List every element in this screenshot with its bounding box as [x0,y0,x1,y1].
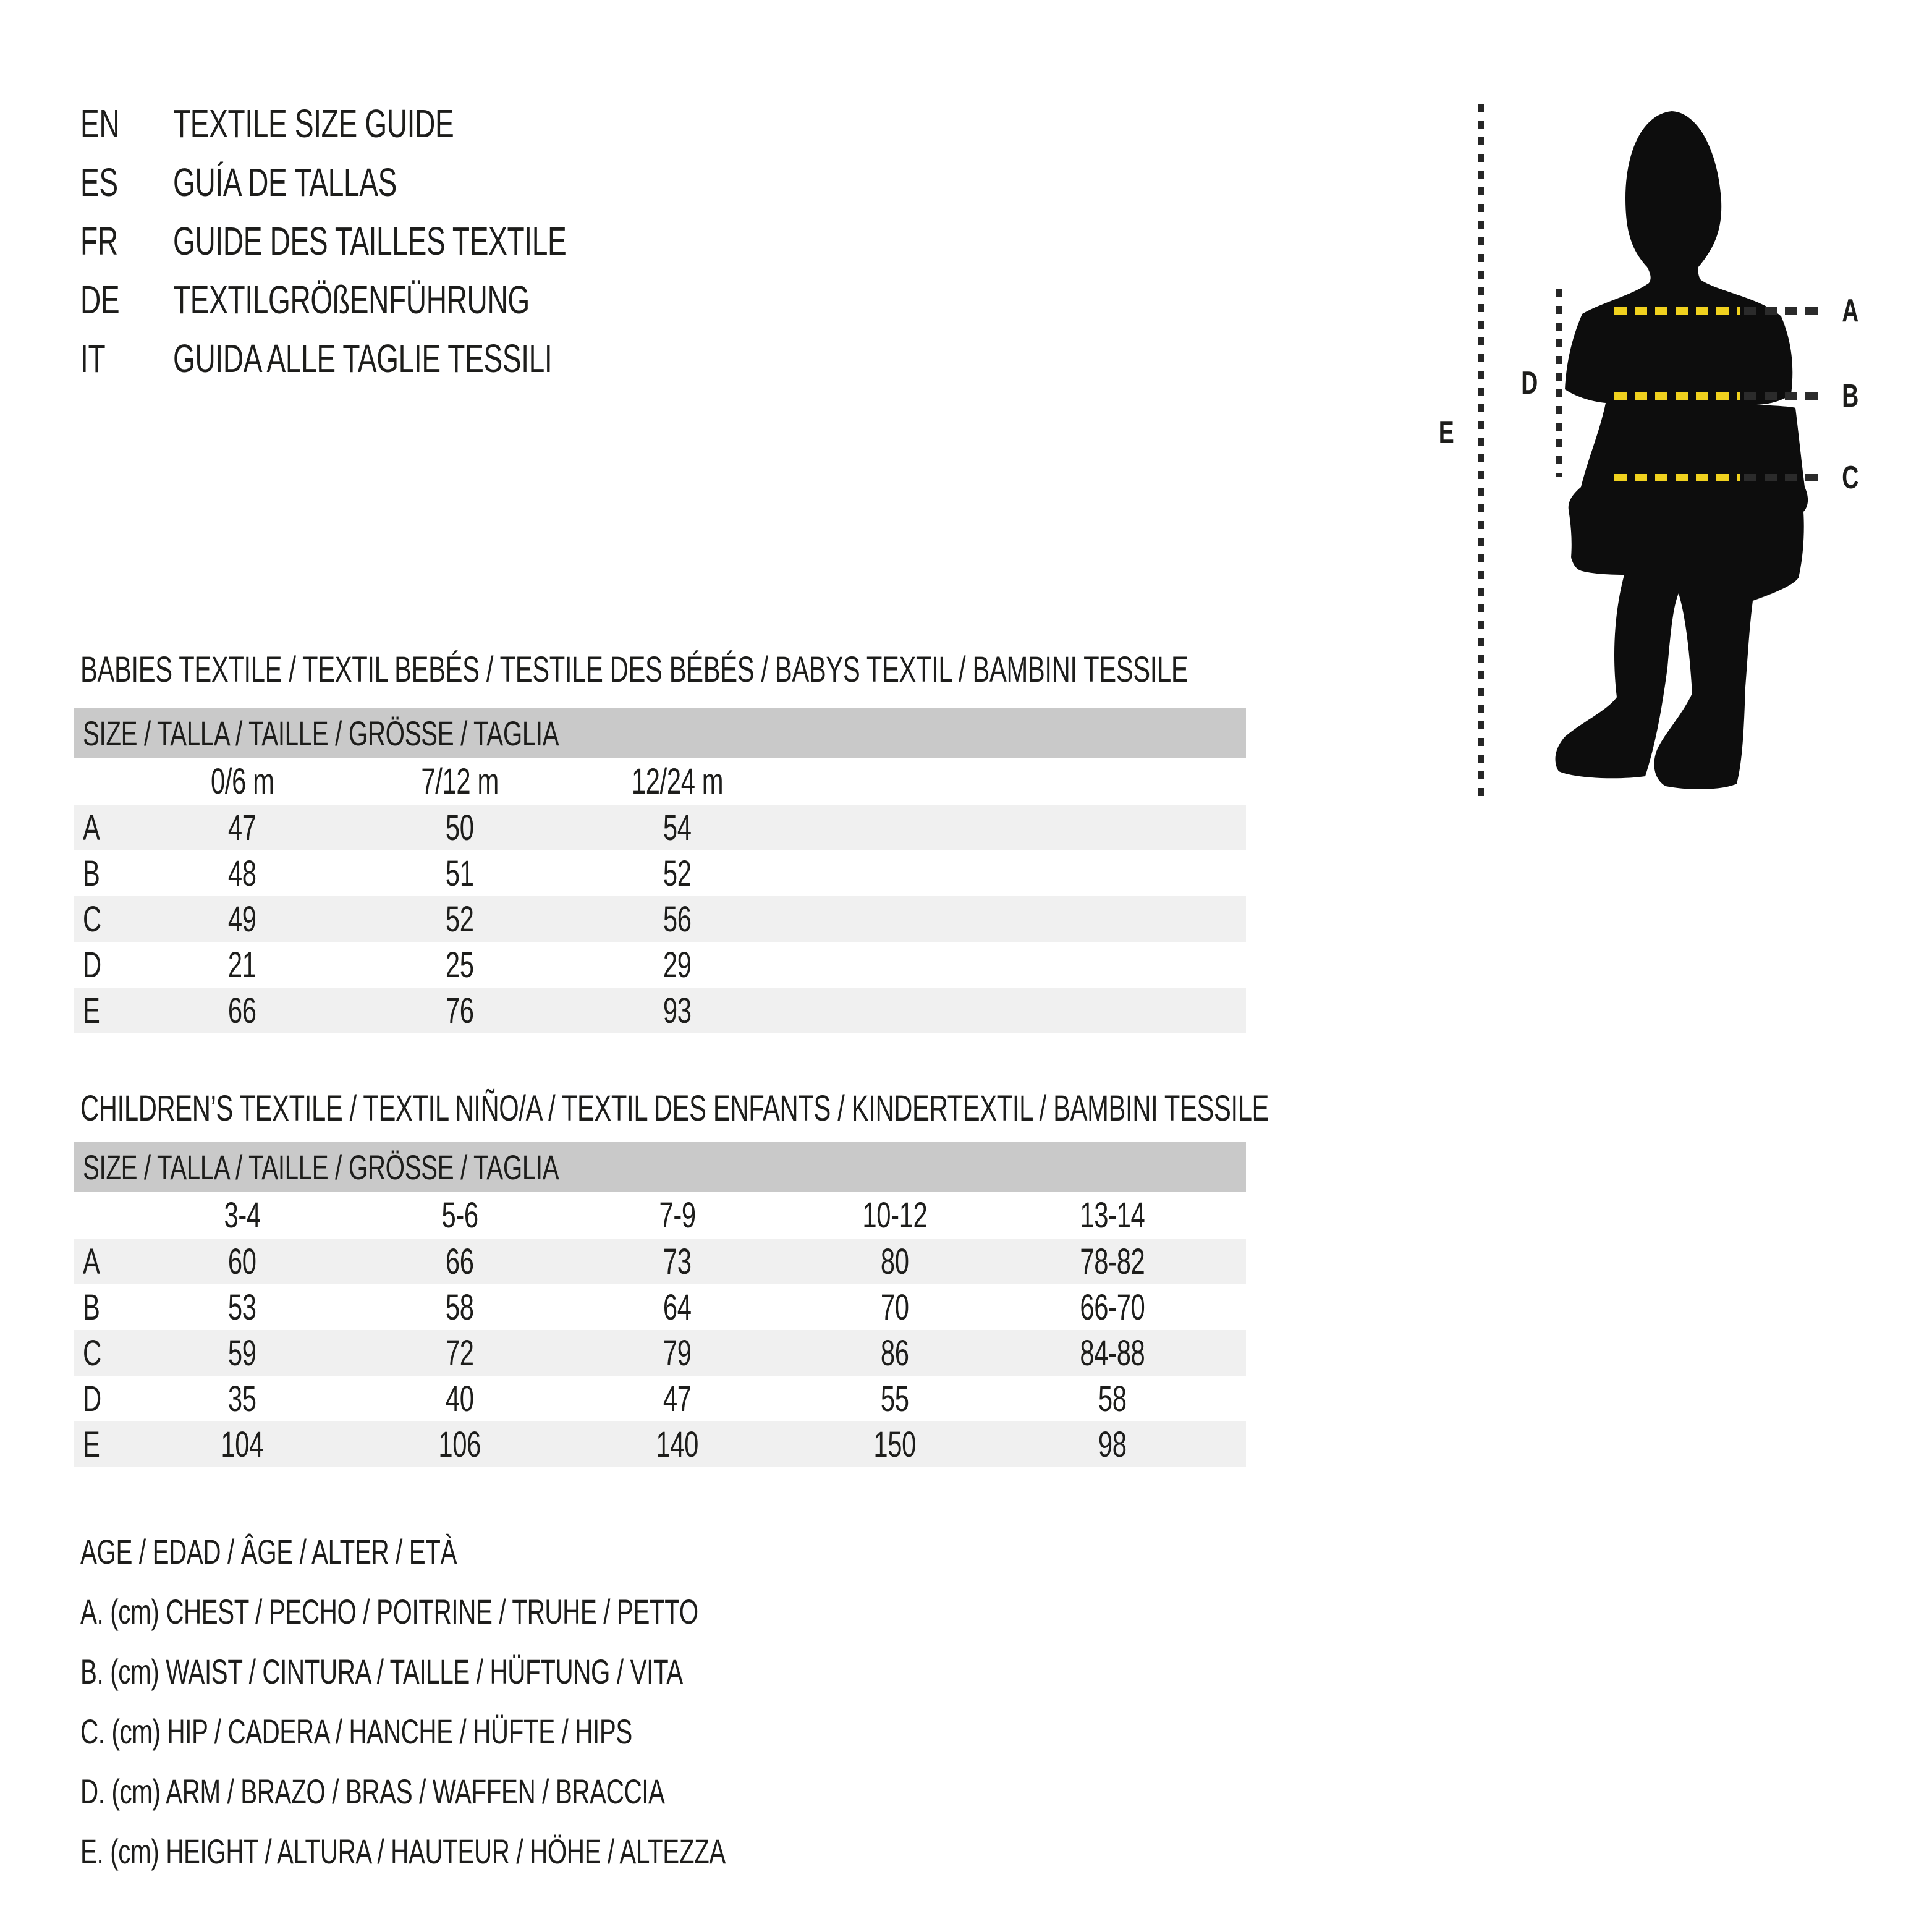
cell: 21 [228,944,256,985]
cell: 29 [663,944,692,985]
cell: 66 [446,1241,474,1282]
lang-code: ES [80,159,118,205]
column-header: 0/6 m [210,761,274,802]
lang-row-en [80,94,719,153]
table-row [74,1330,1246,1376]
hip-line-dark [1744,474,1821,481]
cell: 93 [663,990,692,1031]
cell: 98 [1098,1424,1127,1465]
cell: 150 [873,1424,917,1465]
cell: 80 [881,1241,909,1282]
cell: 49 [228,899,256,939]
cell: 51 [446,853,474,894]
guide-title: GUÍA DE TALLAS [173,159,397,205]
size-header-band: SIZE / TALLA / TAILLE / GRÖSSE / TAGLIA [74,1142,1246,1192]
children-section-title: CHILDREN’S TEXTILE / TEXTIL NIÑO/A / TEXTIL DES ENFANTS / KINDERTEXTIL / BAMBINI TESSILE [80,1088,1269,1129]
language-header [80,94,719,388]
cell: 104 [221,1424,264,1465]
cell: 72 [446,1332,474,1373]
lang-row-it [80,329,719,388]
cell: 84-88 [1080,1332,1145,1373]
babies-section-title: BABIES TEXTILE / TEXTIL BEBÉS / TESTILE DES BÉBÉS / BABYS TEXTIL / BAMBINI TESSILE [80,650,1188,690]
table-row [74,1284,1246,1330]
column-header: 13-14 [1080,1195,1145,1235]
babies-size-table [74,708,1246,1033]
row-label: E [83,990,100,1031]
row-label: B [83,853,100,894]
cell: 53 [228,1287,256,1328]
waist-line-dark [1744,392,1821,400]
marker-d-label: D [1521,365,1538,401]
chest-line-yellow [1614,307,1740,315]
table-row [74,1239,1246,1284]
guide-title: GUIDE DES TAILLES TEXTILE [173,218,567,263]
cell: 140 [656,1424,699,1465]
guide-title: TEXTILGRÖßENFÜHRUNG [173,277,530,322]
height-measure-dotted-line [1478,104,1484,801]
lang-row-fr [80,211,719,270]
cell: 48 [228,853,256,894]
row-label: D [83,1378,101,1419]
cell: 59 [228,1332,256,1373]
children-size-table [74,1142,1246,1467]
cell: 66 [228,990,256,1031]
row-label: A [83,1241,100,1282]
lang-code: FR [80,218,118,263]
table-row [74,805,1246,850]
cell: 52 [663,853,692,894]
legend-height: E. (cm) HEIGHT / ALTURA / HAUTEUR / HÖHE / ALTEZZA [80,1832,726,1871]
column-header: 5-6 [441,1195,478,1235]
cell: 56 [663,899,692,939]
cell: 106 [438,1424,481,1465]
cell: 50 [446,807,474,848]
column-header: 7-9 [659,1195,696,1235]
row-label: E [83,1424,100,1465]
legend-hip: C. (cm) HIP / CADERA / HANCHE / HÜFTE / HIPS [80,1712,632,1751]
cell: 40 [446,1378,474,1419]
hip-line-yellow [1614,474,1740,481]
babies-column-header-row [74,758,1246,805]
table-row [74,1376,1246,1421]
cell: 54 [663,807,692,848]
cell: 86 [881,1332,909,1373]
cell: 47 [228,807,256,848]
size-header-band: SIZE / TALLA / TAILLE / GRÖSSE / TAGLIA [74,708,1246,758]
cell: 55 [881,1378,909,1419]
table-row [74,988,1246,1033]
column-header: 7/12 m [421,761,499,802]
row-label: C [83,1332,101,1373]
children-column-header-row [74,1192,1246,1239]
legend-chest: A. (cm) CHEST / PECHO / POITRINE / TRUHE / PETTO [80,1592,698,1631]
marker-e-label: E [1438,415,1454,451]
lang-row-es [80,153,719,211]
column-header: 10-12 [862,1195,928,1235]
row-label: A [83,807,100,848]
cell: 78-82 [1080,1241,1145,1282]
lang-code: IT [80,336,106,381]
cell: 70 [881,1287,909,1328]
cell: 58 [446,1287,474,1328]
lang-code: EN [80,101,120,146]
table-row [74,1421,1246,1467]
lang-code: DE [80,277,120,322]
cell: 35 [228,1378,256,1419]
cell: 58 [1098,1378,1127,1419]
table-row [74,942,1246,988]
measurement-legend [80,1522,977,1881]
lang-row-de [80,270,719,329]
marker-a-label: A [1842,293,1858,329]
cell: 76 [446,990,474,1031]
row-label: D [83,944,101,985]
marker-c-label: C [1842,460,1858,496]
cell: 64 [663,1287,692,1328]
cell: 73 [663,1241,692,1282]
chest-line-dark [1744,307,1821,315]
measurement-figure [1397,87,1891,822]
legend-waist: B. (cm) WAIST / CINTURA / TAILLE / HÜFTUNG / VITA [80,1652,683,1691]
column-header: 12/24 m [631,761,724,802]
guide-title: GUIDA ALLE TAGLIE TESSILI [173,336,553,381]
cell: 79 [663,1332,692,1373]
waist-line-yellow [1614,392,1740,400]
legend-arm: D. (cm) ARM / BRAZO / BRAS / WAFFEN / BRACCIA [80,1772,665,1811]
cell: 66-70 [1080,1287,1145,1328]
column-header: 3-4 [224,1195,261,1235]
legend-age: AGE / EDAD / ÂGE / ALTER / ETÀ [80,1532,457,1571]
marker-b-label: B [1842,378,1858,414]
row-label: C [83,899,101,939]
cell: 47 [663,1378,692,1419]
cell: 25 [446,944,474,985]
table-row [74,896,1246,942]
table-row [74,850,1246,896]
guide-title: TEXTILE SIZE GUIDE [173,101,454,146]
row-label: B [83,1287,100,1328]
cell: 52 [446,899,474,939]
cell: 60 [228,1241,256,1282]
